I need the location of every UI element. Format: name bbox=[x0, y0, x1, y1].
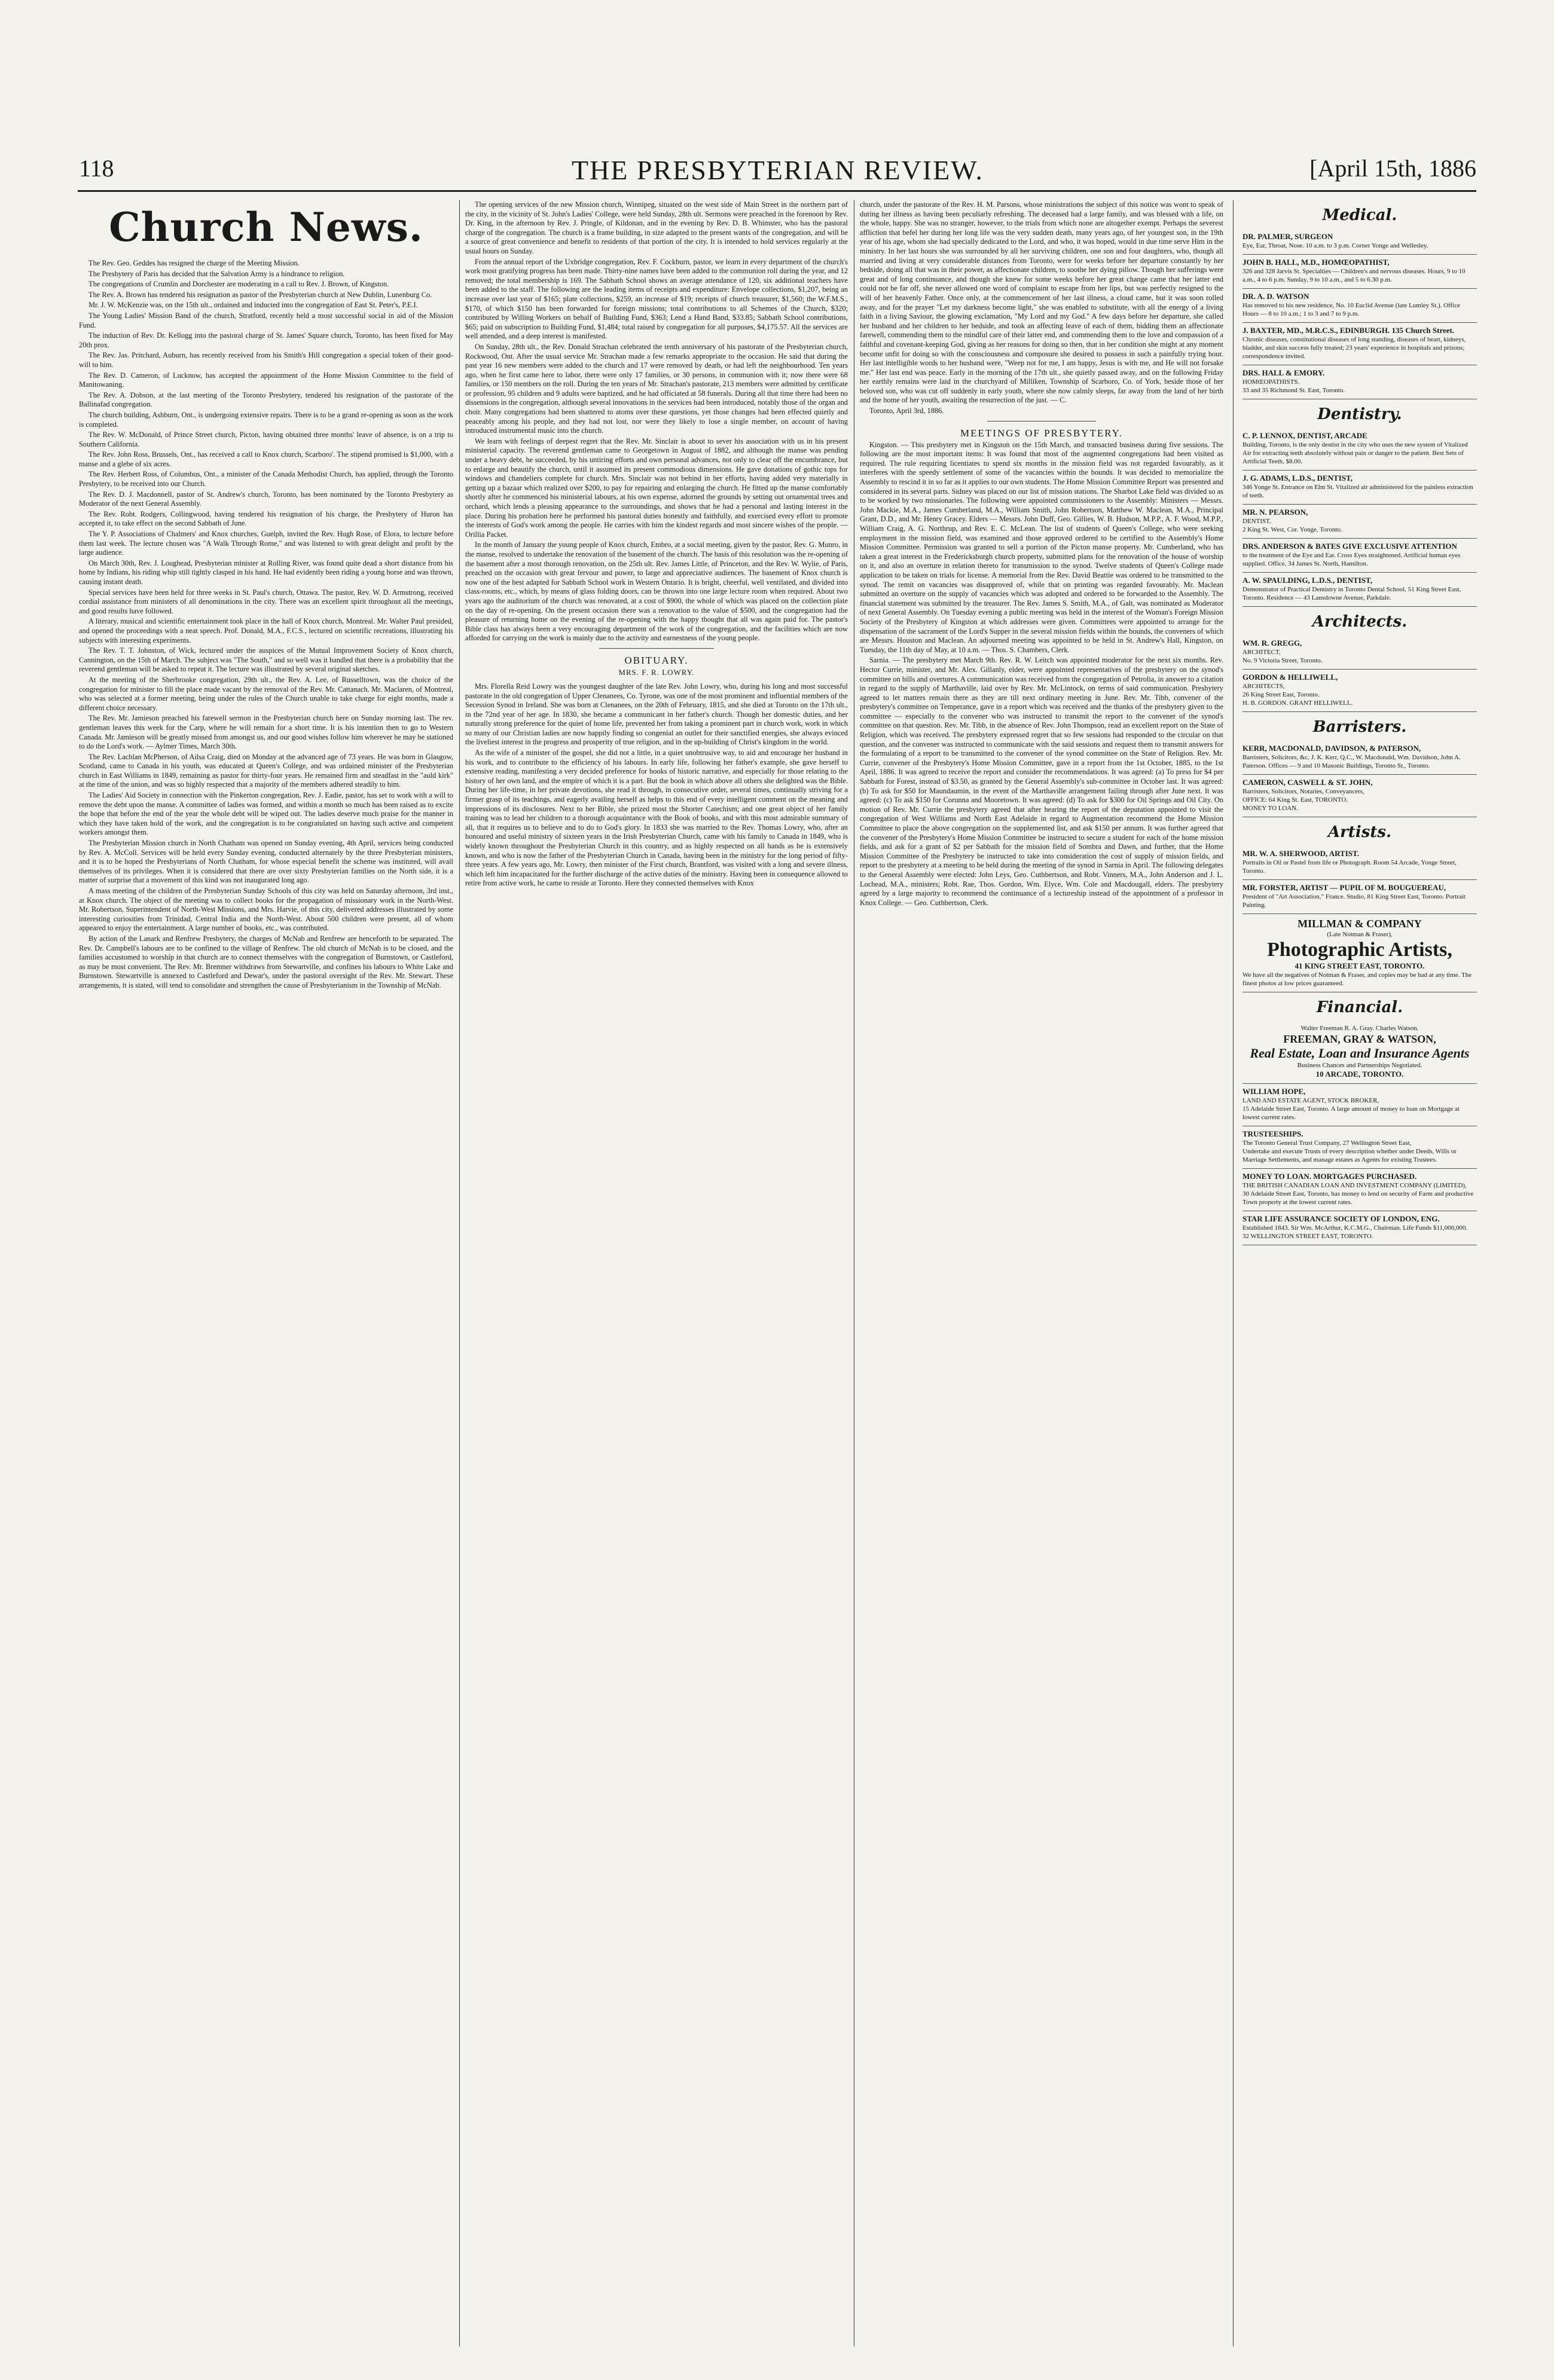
paragraph: church, under the pastorate of the Rev. H. M. Parsons, whose ministrations the subject of this notice was wont to speak of during her illness as having been peculiarly refreshing. The deceased had a large family, and was blessed with a life, on the whole, happy. She was no stranger, however, to the trials from which none are altogether exempt. Perhaps the severest affliction that befel her during her long life was the very sudden death, many years ago, of her youngest son, in the 19th year of his age, whom she had specially dedicated to the Lord, and who, it was hoped, would in due time serve Him in the ministry. In her last hours she was surrounded by all her surviving children, one son and four daughters, who, though all married and living at very considerable distances from Toronto, were for weeks before her departure constantly by her bedside, doing all that was in their power, as affectionate children, to soothe her dying pillow. Though her sufferings were great and of long continuance, and though she knew for some weeks before her great change came that her latter end could not be far off, she never allowed one word of complaint to escape from her lips, but was perfectly resigned to the will of her heavenly Father. Once only, at the commencement of her last illness, a cloud came, but it was soon rolled away, and for the prayer "Let my darkness become light," she was enabled to substitute, with all the energy of a living faith in a living Saviour, the glowing exclamation, "My Lord and my God." A few days before her departure, she called her husband and her children to her bedside, and took an affecting leave of each of them, bidding them an affectionate farewell, commending them to the mindful care of their latter end, and commending them to the love and compassion of a faithful and covenant-keeping God, giving as her reasons for doing so then, that in her condition she might at any moment become unfit for doing so with the consciousness and composure she desired to possess in such a painfully trying hour. Her last intelligible words to her husband were, "Weep not for me, I am happy, Jesus is with me, and He will not forsake me." Her last end was peace. Early in the morning of the 17th ult., she quietly passed away, and on the following Friday her earthly remains were laid in the churchyard of Milliken, Township of Scarboro, Co. of York, beside those of her beloved son, who was cut off suddenly in early youth, where she now calmly sleeps, far away from the land of her birth and the home of her youth, awaiting the resurrection of the just. — C. bbox=[860, 200, 1223, 405]
ad-line: 32 WELLINGTON STREET EAST, TORONTO. bbox=[1242, 1233, 1373, 1240]
ad-title: CAMERON, CASWELL & ST. JOHN, bbox=[1242, 778, 1373, 787]
ad-title: STAR LIFE ASSURANCE SOCIETY OF LONDON, ENG. bbox=[1242, 1214, 1440, 1223]
dentistry-heading: Dentistry. bbox=[1317, 405, 1402, 423]
advertisement bbox=[1242, 428, 1477, 470]
paragraph: The Rev. John Ross, Brussels, Ont., has received a call to Knox church, Scarboro'. The stipend promised is $1,000, with a manse and a glebe of six acres. bbox=[79, 450, 453, 468]
advertisement bbox=[1242, 365, 1477, 399]
ad-line: No. 9 Victoria Street, Toronto. bbox=[1242, 657, 1323, 664]
column-1 bbox=[79, 200, 453, 2347]
journal-title: THE PRESBYTERIAN REVIEW. bbox=[571, 155, 984, 185]
paragraph: From the annual report of the Uxbridge congregation, Rev. F. Cockburn, pastor, we learn in every department of the church's work most gratifying progress has been made. Thirty-nine names have been added to the communion roll during the year, and 12 removed; the total membership is 169. The Sabbath School shows an average attendance of 120, six additional teachers have been added to the staff. The following are the leading items of receipts and expenditure: Envelope collections, $1,207, being an increase over last year of $165; plate collections, $259, an increase of $19; receipts of church treasurer, $1,560; the W.F.M.S., $170, of which $150 has been forwarded for foreign missions; total contributions to all Schemes of the Church, $320; contributed by Willing Workers on behalf of Building Fund, $363; Lend a Hand Band, $33.85; Sabbath School contributions, $65; paid on subscription to Building Fund, $1,484; total raised by congregation for all purposes, $4,175.57. All the services are well attended, and a deep interest is manifested. bbox=[465, 257, 848, 341]
financial-heading: Financial. bbox=[1316, 998, 1403, 1016]
church-news-heading: Church News. bbox=[109, 204, 423, 250]
paragraph: The Rev. Geo. Geddes has resigned the charge of the Meeting Mission. bbox=[88, 259, 300, 267]
column-2 bbox=[465, 200, 848, 2347]
paragraph: The Rev. A. Brown has tendered his resignation as pastor of the Presbyterian church at New Dublin, Lunenburg Co. bbox=[88, 290, 432, 299]
paragraph: The induction of Rev. Dr. Kellogg into the pastoral charge of St. James' Square church, Toronto, has been fixed for May 20th prox. bbox=[79, 331, 453, 349]
ad-line: Established 1843. Sir Wm. McArthur, K.C.M.G., Chairman. Life Funds $11,000,000. bbox=[1242, 1224, 1468, 1232]
paragraph: Mrs. Florella Reid Lowry was the youngest daughter of the late Rev. John Lowry, who, during his long and most successful pastorate in the old congregation of Upper Clenanees, Co. Tyrone, was one of the most prominent and influential members of the Secession Synod in Ireland. She was born at Clenanees, on the 20th of February, 1815, and she died at Toronto on the 17th ult., in the 72nd year of her age. In 1830, she became a communicant in her father's church. Though her domestic duties, and her naturally strong preference for the quiet of home life, prevented her from taking a prominent part in church work, work in which so many of our Christian ladies are now happily finding so congenial an outlet for their sanctified energies, she always evinced the liveliest interest in the progress and prosperity of true religion, and in the up-building of Christ's kingdom in the world. bbox=[465, 682, 848, 747]
advertisement bbox=[1242, 1211, 1477, 1245]
paragraph: The opening services of the new Mission church, Winnipeg, situated on the west side of Main Street in the northern part of the city, in the vicinity of St. John's Ladies' College, were held Sunday, 28th ult. Sermons were preached in the forenoon by Rev. Dr. King, in the afternoon by Rev. J. Pringle, of Kildonan, and in the evening by Rev. D. B. Whimster, who has the pastoral charge of the congregation. The church is a frame building, in size adapted to the present wants of the congregation, and will be a source of great convenience and benefit to residents of that portion of the city. It is intended to hold services regularly at the usual hours on Sunday. bbox=[465, 200, 848, 255]
millman-subtitle: (Late Notman & Fraser), bbox=[1327, 931, 1393, 938]
ad-title: J. BAXTER, MD., M.R.C.S., EDINBURGH. 135 Church Street. bbox=[1242, 326, 1455, 335]
ad-title: MR. N. PEARSON, bbox=[1242, 508, 1308, 517]
ad-line: Eye, Ear, Throat, Nose. 10 a.m. to 3 p.m. Corner Yonge and Wellesley. bbox=[1242, 242, 1428, 249]
ad-title: MONEY TO LOAN. MORTGAGES PURCHASED. bbox=[1242, 1172, 1417, 1181]
ad-line: Portraits in Oil or Pastel from life or Photograph. Room 54 Arcade, Yonge Street, Toronto. bbox=[1242, 859, 1457, 875]
freeman-ad bbox=[1242, 1021, 1477, 1084]
issue-date: [April 15th, 1886 bbox=[1309, 155, 1476, 182]
medical-heading: Medical. bbox=[1322, 206, 1397, 224]
ad-line: Building, Toronto, is the only dentist in the city who uses the new system of Vitalized Air for extracting teeth absolutely without pain or danger to the patient. Best Sets of Artificial Teeth, $8.00. bbox=[1242, 441, 1468, 465]
ad-line: 30 Adelaide Street East, Toronto, has money to lend on security of Farm and productive Town property at the lowest current rates. bbox=[1242, 1190, 1474, 1206]
firm-name: FREEMAN, GRAY & WATSON, bbox=[1283, 1033, 1436, 1045]
ad-line: Barristers, Solicitors, Notaries, Conveyancers, bbox=[1242, 788, 1364, 795]
millman-trade: Photographic Artists, bbox=[1267, 939, 1452, 961]
obituary-body bbox=[465, 682, 848, 888]
paragraph: Special services have been held for three weeks in St. Paul's church, Ottawa. The pastor, Rev. W. D. Armstrong, received cordial assistance from ministers of all denominations in the city. There was an excellent spirit throughout all the meetings, and good results have followed. bbox=[79, 588, 453, 615]
ad-title: DRS. HALL & EMORY. bbox=[1242, 368, 1325, 377]
ad-line: LAND AND ESTATE AGENT, STOCK BROKER, bbox=[1242, 1097, 1379, 1104]
paragraph: The Rev. Lachlan McPherson, of Ailsa Craig, died on Monday at the advanced age of 73 years. He was born in Glasgow, Scotland, came to Canada in his youth, was educated at Queen's College, and was ordained minister of the Presbyterian church in East Williams in 1849, remaining as pastor for thirty-four years. He remained firm and steadfast in the "auld kirk" at the time of the union, and was so highly respected that a majority of the members adhered steadily to him. bbox=[79, 752, 453, 789]
barristers-heading: Barristers. bbox=[1312, 718, 1407, 736]
advertisement bbox=[1242, 846, 1477, 880]
ad-title: DR. PALMER, SURGEON bbox=[1242, 232, 1333, 241]
paragraph: On March 30th, Rev. J. Loughead, Presbyterian minister at Rolling River, was found quite dead a short distance from his home by Indians, his riding whip still tightly clasped in his hand. He had evidently been riding a young horse and was thrown, causing instant death. bbox=[79, 558, 453, 586]
ad-line: H. B. GORDON. GRANT HELLIWELL. bbox=[1242, 699, 1353, 707]
ad-line: 326 and 328 Jarvis St. Specialties — Children's and nervous diseases. Hours, 9 to 10 a.m., 4 to 6 p.m. Sunday, 9 to 10 a.m., and 5 to 6.30 p.m. bbox=[1242, 268, 1466, 283]
ad-title: DRS. ANDERSON & BATES GIVE EXCLUSIVE ATTENTION bbox=[1242, 542, 1457, 551]
column-3 bbox=[860, 200, 1223, 2347]
millman-address: 41 KING STREET EAST, TORONTO. bbox=[1295, 961, 1425, 970]
advertisement bbox=[1242, 1126, 1477, 1169]
millman-name: MILLMAN & COMPANY bbox=[1297, 918, 1422, 930]
advertisement bbox=[1242, 323, 1477, 365]
ad-line: 15 Adelaide Street East, Toronto. A large amount of money to loan on Mortgage at lowest current rates. bbox=[1242, 1105, 1460, 1121]
obituary-continued bbox=[860, 200, 1223, 416]
ad-line: Demonstrator of Practical Dentistry in Toronto Dental School, 51 King Street East, Toronto. Residence — 43 Lansdowne Avenue, Parkdale. bbox=[1242, 586, 1461, 601]
paragraph: The Rev. D. J. Macdonnell, pastor of St. Andrew's church, Toronto, has been nominated by the Toronto Presbytery as Moderator of the next General Assembly. bbox=[79, 490, 453, 508]
advertisement bbox=[1242, 289, 1477, 323]
paragraph: Mr. J. W. McKenzie was, on the 15th ult., ordained and inducted into the congregation of East St. Peter's, P.E.I. bbox=[88, 301, 418, 310]
advertisement bbox=[1242, 470, 1477, 505]
dentistry-ads bbox=[1242, 428, 1477, 607]
advertisement bbox=[1242, 229, 1477, 255]
paragraph: In the month of January the young people of Knox church, Embro, at a social meeting, given by the pastor, Rev. G. Munro, in the manse, resolved to undertake the renovation of the basement of the church. The basis of this resolution was the re-opening of the basement after a most thorough renovation, on the 25th ult. Rev. James Little, of Princeton, and the Rev. W. Wylie, of Paris, preached on the occasion with great fervour and power, to large and appreciative audiences. The basement of Knox church is now one of the best adapted for Sabbath School work in Western Ontario. It is bright, cheerful, well ventilated, and divided into class-rooms, etc., which, by means of glass folding doors, can be thrown into one large lecture room when required. About two years ago the auditorium of the church was renovated, at a cost of $900, the whole of which was placed on the collection plate on the day of re-opening. On the present occasion there was a renovation to the value of $500, and the congregation had the pleasure of returning home on the evening of the re-opening with the happy thought that all was again paid for. The pastor's Bible class has always been a very encouraging department of the work of the congregation, and the facilities which are now afforded for carrying on the work is mainly due to the activity and earnestness of the young people. bbox=[465, 540, 848, 643]
ad-line: 33 and 35 Richmond St. East, Toronto. bbox=[1242, 387, 1345, 394]
firm-address: 10 ARCADE, TORONTO. bbox=[1315, 1070, 1404, 1079]
advertisement bbox=[1242, 775, 1477, 817]
ad-title: A. W. SPAULDING, L.D.S., DENTIST, bbox=[1242, 576, 1372, 585]
partner-names: Walter Freeman R. A. Gray. Charles Watson. bbox=[1300, 1025, 1419, 1032]
ad-title: JOHN B. HALL, M.D., HOMŒOPATHIST, bbox=[1242, 258, 1390, 267]
ad-title: WM. R. GREGG, bbox=[1242, 638, 1302, 647]
header-rule bbox=[78, 190, 1476, 192]
paragraph: Toronto, April 3rd, 1886. bbox=[869, 407, 944, 415]
divider bbox=[599, 648, 714, 649]
obituary-heading: OBITUARY. bbox=[624, 654, 689, 666]
paragraph: Sarnia. — The presbytery met March 9th. Rev. R. W. Leitch was appointed moderator for the next six months. Rev. Hector Currie, minister, and Mr. Alex. Gillanly, elder, were appointed representatives of the presbytery on the synod's committee on bills and overtures. A communication was received from the congregation of Petrolia, in answer to a citation in regard to the supply of Marthaville, laid over by Rev. Mr. McLintock, on terms of said communication. Presbytery agreed to let matters remain there as they are till next ordinary meeting in June. Rev. Mr. Tibb, convener of the presbytery's committee on Temperance, gave in a report which was received and the thanks of the presbytery given to the committee — especially to the convener who was instructed to transmit the report to the convener of the synod's committee on that question. Rev. Mr. Tibb, in the absence of Rev. John Thompson, read an excellent report on the State of Religion, which was received. The presbytery expressed regret that so few sessions had responded to the circular on that question, and the convener was instructed to communicate with the said sessions and request them to transmit answers for the formulating of a report to be transmitted to the convener of the synod committee on the State of Religion. Rev. Mr. Currie, convener of the Presbytery's Home Mission Committee, gave in a report from the 1st October, 1885, to the 1st April, 1886. It was agreed to receive the report and consider the recommendations. It was agreed: (a) To press for $4 per Sabbath for Forest, instead of $3.50, as granted by the General Assembly's sub-committee in October last. It was agreed: (b) To ask for $50 for Maundaumin, in the event of the Marthaville arrangement failing through after June next. It was agreed: (c) To ask $150 for Corunna and Mooretown. It was agreed: (d) To ask for $300 for Oil Springs and Oil City. On motion of Rev. Mr. Currie the presbytery agreed that after hearing the report of the deputation appointed to visit the congregation of West Williams and North East Adelaide in regard to Augmentation recommend the Home Mission Committee to place the above congregation on the supplemented list, and ask $150 per annum. It was further agreed that the convener of the Presbytery's Home Mission Committee be instructed to secure a student for each of the home mission fields, and ask for a grant of $2 per Sabbath for the mission field of Sombra and Dawn, and further, that the Home Mission Committee of the Presbytery be instructed to take into consideration the cost of supply of mission fields, and report to the presbytery at a meeting to be held during the meeting of the synod in Sarnia in April. The following delegates to the General Assembly were elected: John Leys, Geo. Cuthbertson, and Robt. Vinners, M.A., John Anderson and J. L. Lochead, M.A., ministers; Robt. Rae, Thos. Gordon, Wm. Elyce, Wm. Cole and Macdougall, elders. The presbytery agreed by a large majority to recommend the continuance of a lectureship instead of the appointment of a professor in Knox College. — Geo. Cuthbertson, Clerk. bbox=[860, 656, 1223, 907]
page-number: 118 bbox=[79, 155, 114, 182]
church-news-col1 bbox=[79, 259, 453, 991]
paragraph: The Rev. Mr. Jamieson preached his farewell sermon in the Presbyterian church here on Sunday morning last. The rev. gentleman leaves this week for the Carp, where he will remain for a short time. It is his intention then to go to Western Canada. Mr. Jamieson will be greatly missed from amongst us, and our good wishes follow him wherever he may be stationed to do the Lord's work. — Aylmer Times, March 30th. bbox=[79, 714, 453, 751]
medical-ads bbox=[1242, 229, 1477, 399]
ad-title: MR. FORSTER, ARTIST — PUPIL OF M. BOUGUEREAU, bbox=[1242, 883, 1446, 892]
church-news-col2 bbox=[465, 200, 848, 643]
ad-line: President of "Art Association," France. Studio, 81 King Street East, Toronto. Portrait Painting. bbox=[1242, 893, 1466, 909]
ad-line: ARCHITECT, bbox=[1242, 649, 1281, 656]
paragraph: The Rev. D. Cameron, of Lucknow, has accepted the appointment of the Home Mission Committee to the field of Manitowaning. bbox=[79, 371, 453, 389]
column-rule bbox=[1233, 200, 1234, 2347]
paragraph: As the wife of a minister of the gospel, she did not a little, in a quiet unobtrusive way, to aid and encourage her husband in his work, and to contribute to the efficiency of his labours. In early life, following her father's example, she gave herself to extensive reading, manifesting a very decided preference for books of historic narrative, and especially for those relating to the history of her own land, and the empire of which it is a part. But the book in which above all others she delighted was the Bible. During her life-time, in her private devotions, she read it through, in consecutive order, several times, continually striving for a firmer grasp of its teachings, and eagerly availing herself as helps to this end of every intelligent comment on the meaning and impressions of its disclosures. Next to her Bible, she prized most the Shorter Catechism; and one great object of her family training was to lead her children to a thorough acquaintance with the Book of books, and with this most admirable summary of all, that it requires us to believe and to do to God's glory. In 1833 she was married to the Rev. Thomas Lowry, who, after an honoured and useful ministry of sixteen years in the Irish Presbyterian Church, came with his family to Canada in 1849, who is widely known throughout the Presbyterian Church in this country, and as highly respected on all hands as he is extensively known, and who is now the father of the Presbyterian Church in Canada, having been in the ministry for the long period of fifty-three years. A few years ago, Mr. Lowry, then minister of the First church, Brantford, was visited with a long and severe illness, which left him incapacitated for the further discharge of the active duties of the ministry. Having been in consequence allowed to retire from active work, he came to reside at Toronto. Here they connected themselves with Knox bbox=[465, 748, 848, 888]
artists-ads bbox=[1242, 846, 1477, 914]
paragraph: The Rev. T. T. Johnston, of Wick, lectured under the auspices of the Mutual Improvement Society of Knox church, Cannington, on the 15th of March. The subject was "The South," and so well was it handled that there is a probability that the reverend gentleman will be asked to repeat it. The lecture was illustrated by several original sketches. bbox=[79, 646, 453, 674]
artists-heading: Artists. bbox=[1327, 823, 1392, 841]
advertisement bbox=[1242, 505, 1477, 539]
paragraph: The Presbyterian Mission church in North Chatham was opened on Sunday evening, 4th April, services being conducted by Rev. A. McColl. Services will be held every Sunday evening, conducted alternately by the three Presbyterian ministers, and it is to be hoped the Presbyterians of North Chatham, for whose especial benefit the scheme was instituted, will avail themselves of its privileges. When it is considered that there are over sixty Presbyterian families on the North side, it is a matter of surprise that a movement of this kind was not inaugurated long ago. bbox=[79, 839, 453, 885]
ad-line: 2 King St. West, Cor. Yonge, Toronto. bbox=[1242, 526, 1342, 533]
ad-line: 26 King Street East, Toronto. bbox=[1242, 691, 1320, 698]
paragraph: The Rev. Robt. Rodgers, Collingwood, having tendered his resignation of his charge, the Presbytery of Huron has accepted it, to take effect on the second Sabbath of June. bbox=[79, 509, 453, 528]
ad-line: Chronic diseases, constitutional diseases of long standing, diseases of heart, kidneys, bladder, and skin success fully treated; 23 years' experience in hospitals and prisons; correspondence invited. bbox=[1242, 336, 1466, 360]
ad-line: THE BRITISH CANADIAN LOAN AND INVESTMENT COMPANY (LIMITED), bbox=[1242, 1182, 1467, 1189]
paragraph: The congregations of Crumlin and Dorchester are moderating in a call to Rev. J. Brown, of Kingston. bbox=[88, 280, 389, 289]
ad-line: ARCHITECTS, bbox=[1242, 683, 1285, 690]
advertisement bbox=[1242, 670, 1477, 712]
ad-line: OFFICE: 64 King St. East, TORONTO. bbox=[1242, 796, 1348, 803]
ad-line: The Toronto General Trust Company, 27 Wellington Street East, bbox=[1242, 1139, 1412, 1147]
ad-line: Undertake and execute Trusts of every description whether under Deeds, Wills or Marriage Settlements, and manage estates as Agents for existing Trustees. bbox=[1242, 1148, 1457, 1163]
ad-line: DENTIST. bbox=[1242, 518, 1271, 525]
paragraph: A literary, musical and scientific entertainment took place in the hall of Knox church, Montreal. Mr. Walter Paul presided, and opened the proceedings with a neat speech. Prof. Donald, M.A., F.C.S., lectured on scientific recreations, illustrating his subjects with interesting experiments. bbox=[79, 617, 453, 644]
paragraph: On Sunday, 28th ult., the Rev. Donald Strachan celebrated the tenth anniversary of his pastorate of the Presbyterian church, Rockwood, Ont. After the usual service Mr. Strachan made a few remarks appropriate to the occasion. He said that during the past year 16 new members were added to the church and 17 were removed by death, or had left the neighbourhood. Ten years ago, when he first came here to labor, there were only 17 families, or 30 persons, in communion with it; now there were 68 families, or 150 members on the roll. During the ten years of Mr. Strachan's pastorate, 213 members were admitted by certificate or profession, 95 children and 9 adults were baptized, and he had officiated at 58 funerals. During all that time there had been no dissensions in the congregation, although several innovations in the services had been introduced, notably those of the organ and choir. Many congregations had been shattered to atoms over these questions, yet those changes had been effected quietly and peaceably among his people, and they had not lost, nor were they likely to lose a single member, on account of having introduced instrumental music into the church. bbox=[465, 342, 848, 435]
advertisement bbox=[1242, 539, 1477, 573]
advertisement bbox=[1242, 880, 1477, 914]
paragraph: At the meeting of the Sherbrooke congregation, 29th ult., the Rev. A. Lee, of Russelltown, was the choice of the congregation for minister to fill the place made vacant by the removal of the Rev. Mr. Cattanach. Mr. Maclaren, of Montreal, who was selected at a former meeting, being under the rules of the Church unable to take charge for eight months, made a different choice necessary. bbox=[79, 675, 453, 712]
ad-title: MR. W. A. SHERWOOD, ARTIST. bbox=[1242, 849, 1359, 858]
paragraph: The Rev. Jas. Pritchard, Auburn, has recently received from his Smith's Hill congregation a special token of their good-will to him. bbox=[79, 351, 453, 369]
ad-title: GORDON & HELLIWELL, bbox=[1242, 673, 1338, 682]
advertisement bbox=[1242, 636, 1477, 670]
ad-line: MONEY TO LOAN. bbox=[1242, 805, 1298, 812]
advertisement bbox=[1242, 1084, 1477, 1126]
financial-ads bbox=[1242, 1084, 1477, 1245]
ad-line: 346 Yonge St. Entrance on Elm St. Vitalized air administered for the painless extraction of teeth. bbox=[1242, 484, 1473, 499]
advertisements-column bbox=[1242, 200, 1477, 2347]
architects-heading: Architects. bbox=[1312, 613, 1408, 631]
obituary-subheading: MRS. F. R. LOWRY. bbox=[618, 667, 695, 677]
paragraph: The Rev. Herbert Ross, of Columbus, Ont., a minister of the Canada Methodist Church, has applied, through the Toronto Presbytery, to be received into our Church. bbox=[79, 470, 453, 488]
ad-line: HOMŒOPATHISTS. bbox=[1242, 378, 1300, 386]
paragraph: The Ladies' Aid Society in connection with the Pinkerton congregation, Rev. J. Eadie, pastor, has set to work with a will to remove the debt upon the manse. A committee of ladies was formed, and within a month so much has been raised as to excite the hope that before the end of the year the whole debt will be wiped out. The ladies deserve much praise for the manner in which they have taken hold of the work, and the congregation is to be congratulated on having such active and competent workers amongst them. bbox=[79, 791, 453, 837]
running-head bbox=[79, 149, 1476, 191]
ad-title: KERR, MACDONALD, DAVIDSON, & PATERSON, bbox=[1242, 744, 1421, 753]
architects-ads bbox=[1242, 636, 1477, 712]
ad-title: C. P. LENNOX, DENTIST, ARCADE bbox=[1242, 431, 1367, 440]
firm-detail: Business Chances and Partnerships Negotiated. bbox=[1297, 1062, 1422, 1069]
advertisement bbox=[1242, 741, 1477, 775]
paragraph: We learn with feelings of deepest regret that the Rev. Mr. Sinclair is about to sever his association with us in his present ministerial capacity. The reverend gentleman came to Georgetown in August of 1882, and although the manse was pending under a heavy debt, he succeeded, by his untiring efforts and own personal advances, not only to clear off the encumbrance, but to enlarge and beautify the church, until it assumed its present commodious dimensions. He gave donations of gothic tops for windows and chandeliers complete for church. Mrs. Sinclair was not behind in her efforts, having added very materially in getting up a bazaar which realized over $200, to pay for repairing and enlarging the church. He fitted up the manse comfortably shortly after he commenced his ministerial labours, at his own expense, adorned the grounds by setting out ornamental trees and orchard, which lends a pleasing appearance to the surroundings, and shows that he had a personal and lasting interest in the place. During his probation here he performed his pastoral duties honestly and faithfully, and exercised every effort to promote the interests of God's work among the people. He carries with him the kindest regards and most sincere wishes of the people. — Orillia Packet. bbox=[465, 436, 848, 539]
ad-line: to the treatment of the Eye and Ear. Cross Eyes straightened. Artificial human eyes supplied. Office, 34 James St. North, Hamilton. bbox=[1242, 552, 1461, 567]
ad-line: Has removed to his new residence, No. 10 Euclid Avenue (late Lumley St.). Office Hours — 8 to 10 a.m.; 1 to 3 and 7 to 9 p.m. bbox=[1242, 302, 1461, 317]
barristers-ads bbox=[1242, 741, 1477, 817]
ad-title: WILLIAM HOPE, bbox=[1242, 1087, 1306, 1096]
millman-note: We have all the negatives of Notman & Fraser, and copies may be had at any time. The finest photos at low prices guaranteed. bbox=[1242, 971, 1472, 987]
paragraph: The Rev. W. McDonald, of Prince Street church, Picton, having obtained three months' leave of absence, is on a trip to Southern California. bbox=[79, 430, 453, 448]
ad-line: Barristers, Solicitors, &c. J. K. Kerr, Q.C., W. Macdonald, Wm. Davidson, John A. Paterson. Offices — 9 and 10 Masonic Buildings, Toronto St., Toronto. bbox=[1242, 754, 1461, 769]
meetings-body bbox=[860, 441, 1223, 908]
advertisement bbox=[1242, 1169, 1477, 1211]
paragraph: The church building, Ashburn, Ont., is undergoing extensive repairs. There is to be a grand re-opening as soon as the work is completed. bbox=[79, 410, 453, 429]
paragraph: The Presbytery of Paris has decided that the Salvation Army is a hindrance to religion. bbox=[88, 269, 345, 278]
ad-title: J. G. ADAMS, L.D.S., DENTIST, bbox=[1242, 473, 1353, 482]
paragraph: The Young Ladies' Mission Band of the church, Stratford, recently held a most successful social in aid of the Mission Fund. bbox=[79, 311, 453, 329]
paragraph: The Y. P. Associations of Chalmers' and Knox churches, Guelph, invited the Rev. Hugh Rose, of Elora, to lecture before them last week. The lecture chosen was "A Walk Through Rome," and was listened to with great delight and profit by the large audience. bbox=[79, 530, 453, 557]
column-rule bbox=[459, 200, 460, 2347]
paragraph: The Rev. A. Dobson, at the last meeting of the Toronto Presbytery, tendered his resignation of the pastorate of the Ballinafad congregation. bbox=[79, 390, 453, 409]
paragraph: Kingston. — This presbytery met in Kingston on the 15th March, and transacted business during five sessions. The following are the most important items: It was found that most of the augmented congregations had been visited as required. The rule requiring licentiates to spend six months in the mission field was not regarded favourably, as it interferes with the speedy settlement of some of the vacancies within the bounds. It was decided to memorialize the Assembly to rescind it in so far as it applies to our own students. The Home Mission Committee Report was presented and considered in its several parts. Sidney was placed on our list of mission stations. The Sharbot Lake field was divided so as to be worked by two missionaries. The following were appointed commissioners to the Assembly: Ministers — Messrs. John Mackie, M.A., James Cumberland, M.A., William Smith, John Robertson, Matthew W. Maclean, M.A., Principal Grant, D.D., and Mr. Henry Gracey. Elders — Messrs. John Duff, Geo. Gillies, W. B. Hudson, M.P.P., A. F. Wood, M.P.P., William Craig, A. G. Northrup, and Rev. E. C. McLean. The list of students of Queen's College, who were seeking employment in the mission field, was examined and those approved ordered to be certified to the Assembly's Home Mission Committee. Permission was granted to sell a portion of the Picton manse property. Mr. Cumberland, who has taken a great interest in the Fredericksburgh church property, submitted plans for the renovation of the house of worship on it, and also an overture in relation thereto for transmission to the synod. Twelve students of Queen's College made application to be taken on trials for license. A memorial from the Rev. David Beattie was ordered to be transmitted to the synod. The remit on vacancies was disapproved of, while that on printing was regarded favourably. Mr. Maclean submitted an overture on the supply of vacancies which was adopted and ordered to be forwarded to the Assembly. The financial statement was submitted by the treasurer. The Rev. James S. Smith, M.A., of Galt, was nominated as Moderator of next General Assembly. On Tuesday evening a public meeting was held in the interest of the Woman's Foreign Mission Society of the Presbytery of Kingston at which addresses were given. Committees were appointed to arrange for the dispensation of the sacrament of the Lord's Supper in the several mission fields within the bounds, the conveners of which are Messrs. Houston and Maclean. An adjourned meeting was appointed to be held in St. Andrew's Hall, Kingston, on Tuesday, the 11th day of May, at 10 a.m. — Thos. S. Chambers, Clerk. bbox=[860, 440, 1223, 654]
paragraph: By action of the Lanark and Renfrew Presbytery, the charges of McNab and Renfrew are henceforth to be separated. The Rev. Dr. Campbell's labours are to be confined to the village of Renfrew. The old church of McNab is to be closed, and the families accustomed to worship in that church are to connect themselves with the congregation of Burnstown, or Castleford, as may be most convenient. The Rev. Mr. Bremner withdraws from Stewartville, and confines his labours to White Lake and Burnstown. Stewartville is annexed to Castleford and Dewar's, under the pastoral oversight of the Rev. Mr. Stewart. These arrangements, it is stated, will tend to consolidate and strengthen the cause of Presbyterianism in the Township of McNab. bbox=[79, 934, 453, 989]
paragraph: A mass meeting of the children of the Presbyterian Sunday Schools of this city was held on Saturday afternoon, 3rd inst., at Knox church. The object of the meeting was to collect books for the propagation of missionary work in the North-West. Mr. Robertson, Superintendent of North-West Missions, and Mrs. Harvie, of this city, delivered addresses illustrated by some interesting curiosities from Trinidad, Central India and the North-West. About 500 children were present, all of whom appeared to enjoy the entertainment. A large number of books, etc., was contributed. bbox=[79, 887, 453, 933]
firm-business: Real Estate, Loan and Insurance Agents bbox=[1250, 1046, 1470, 1061]
ad-title: TRUSTEESHIPS. bbox=[1242, 1129, 1303, 1138]
meetings-heading: MEETINGS OF PRESBYTERY. bbox=[960, 427, 1123, 439]
advertisement bbox=[1242, 255, 1477, 289]
ad-title: DR. A. D. WATSON bbox=[1242, 292, 1309, 301]
millman-ad bbox=[1242, 914, 1477, 992]
advertisement bbox=[1242, 573, 1477, 607]
